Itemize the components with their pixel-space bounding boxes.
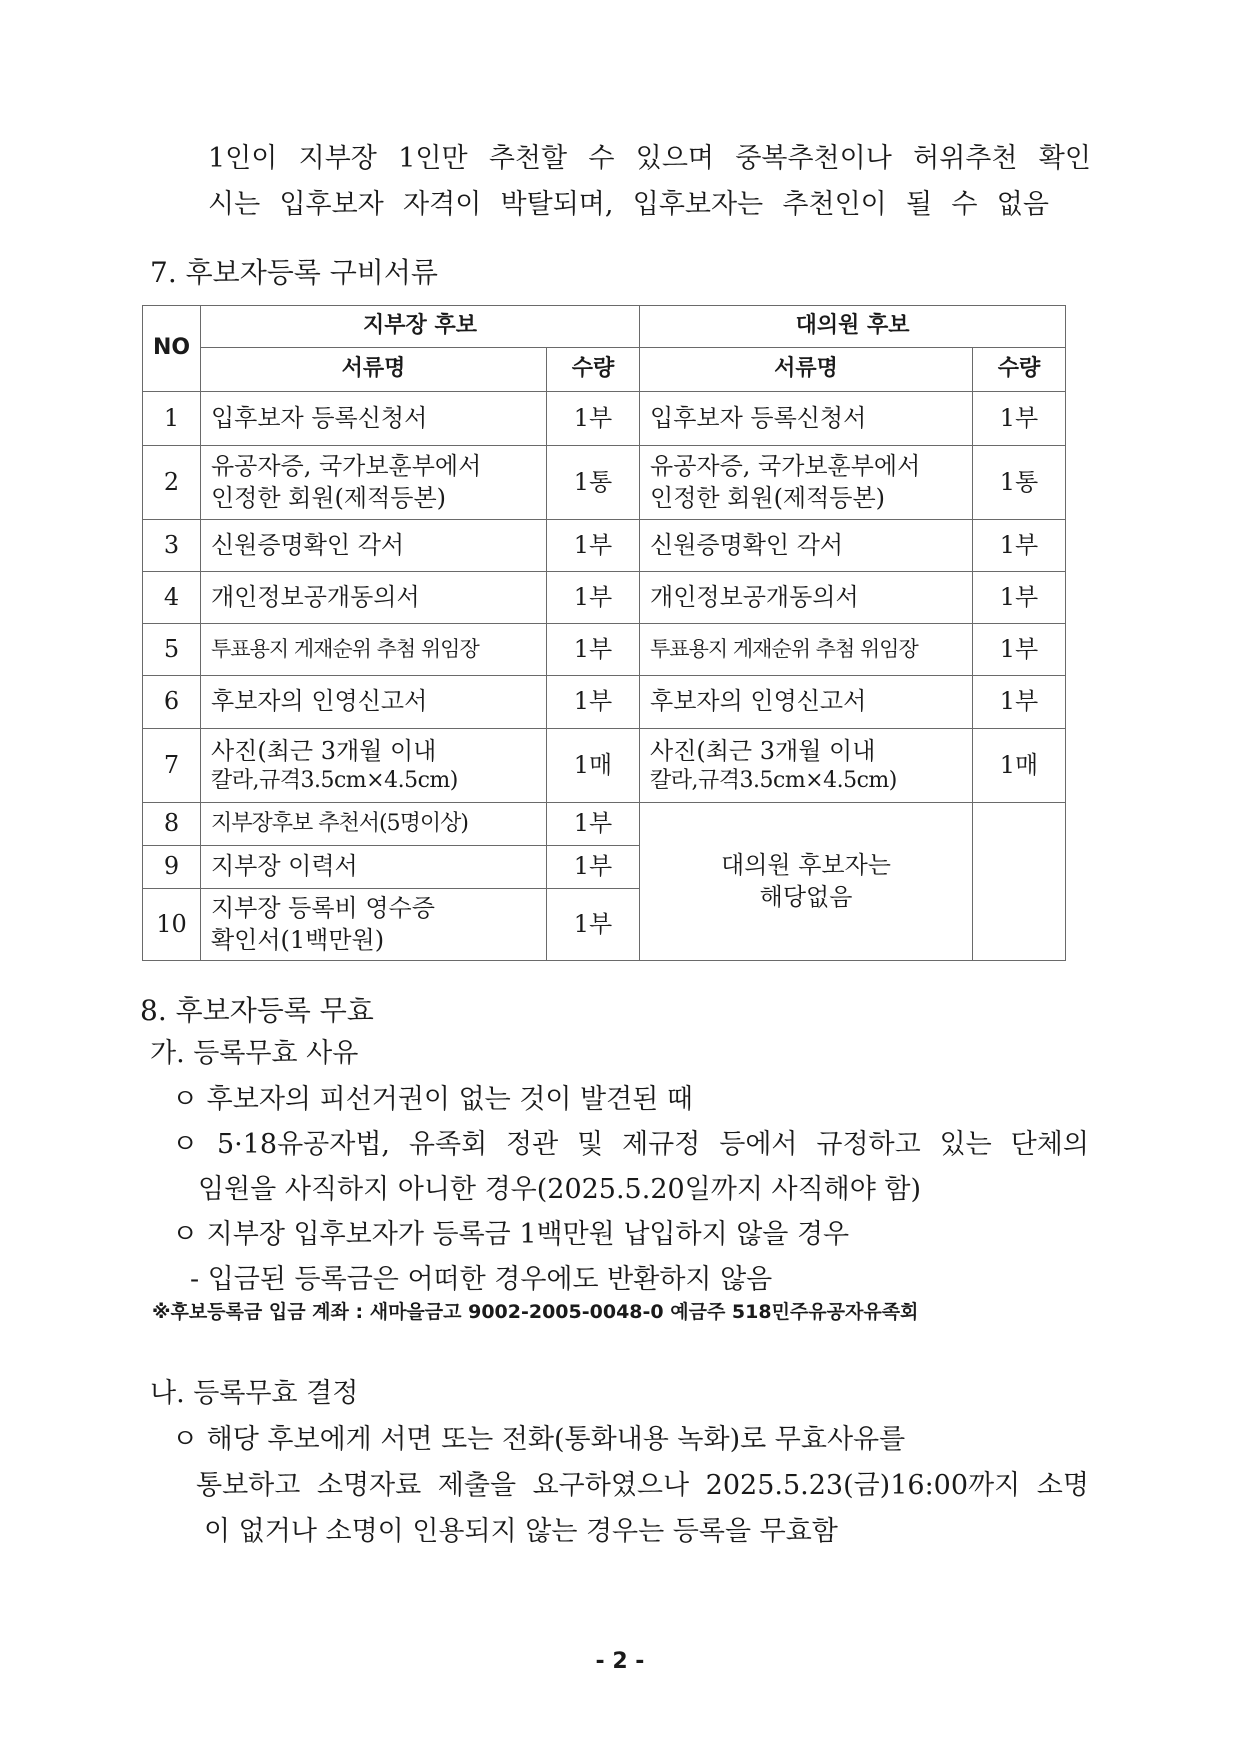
branch-doc: 지부장후보 추천서(5명이상) <box>201 803 547 846</box>
word: 중복추천이나 <box>735 143 892 174</box>
word: 지부장 <box>298 143 377 174</box>
word: 시는 <box>208 189 261 220</box>
delegate-doc: 후보자의 인영신고서 <box>640 676 973 729</box>
branch-doc-header: 서류명 <box>201 348 547 392</box>
delegate-qty: 1매 <box>973 729 1066 803</box>
branch-doc: 지부장 이력서 <box>201 846 547 889</box>
word: 있으며 <box>635 143 715 174</box>
word: 제출을 <box>437 1470 517 1501</box>
branch-doc <box>201 889 547 961</box>
invalid-decision-line-2 <box>196 1470 1089 1502</box>
delegate-qty: 1부 <box>973 676 1066 729</box>
branch-qty: 1부 <box>547 624 640 676</box>
word: 소명자료 <box>316 1470 422 1501</box>
word: 입후보자 <box>279 189 384 220</box>
word: 수 <box>951 189 978 220</box>
section-7-title: 7. 후보자등록 구비서류 <box>150 256 438 289</box>
table-row <box>143 729 1066 803</box>
branch-doc-line-1: 유공자증, 국가보훈부에서 <box>211 452 482 481</box>
branch-doc-line-2: 칼라,규격3.5cm×4.5cm) <box>211 767 458 793</box>
branch-qty: 1부 <box>547 803 640 846</box>
branch-doc-line-1: 사진(최근 3개월 이내 <box>211 736 437 765</box>
branch-group-header: 지부장 후보 <box>201 306 640 348</box>
row-no: 5 <box>143 624 201 676</box>
row-no: 10 <box>143 889 201 961</box>
branch-doc: 후보자의 인영신고서 <box>201 676 547 729</box>
delegate-doc: 신원증명확인 각서 <box>640 520 973 572</box>
row-no: 6 <box>143 676 201 729</box>
word: 추천할 <box>488 143 568 174</box>
word: 정관 <box>506 1129 559 1160</box>
word: 등에서 <box>719 1129 798 1160</box>
table-row <box>143 572 1066 624</box>
word: 2025.5.23(금)16:00까지 <box>705 1470 1021 1501</box>
delegate-qty: 1통 <box>973 446 1066 520</box>
word: 제규정 <box>622 1129 701 1160</box>
row-no: 9 <box>143 846 201 889</box>
row-no: 3 <box>143 520 201 572</box>
section-8-ga: 가. 등록무효 사유 <box>150 1038 359 1069</box>
delegate-not-applicable <box>640 803 973 961</box>
word: 1인만 <box>398 143 468 174</box>
invalid-reason-3-sub: - 입금된 등록금은 어떠한 경우에도 반환하지 않음 <box>190 1264 773 1295</box>
branch-qty: 1부 <box>547 889 640 961</box>
not-applicable-line-1: 대의원 후보자는 <box>721 851 891 880</box>
branch-qty: 1매 <box>547 729 640 803</box>
word: 허위추천 <box>913 143 1018 174</box>
word: 1인이 <box>208 143 278 174</box>
branch-qty: 1부 <box>547 392 640 446</box>
delegate-doc <box>640 446 973 520</box>
word: 및 <box>577 1129 604 1160</box>
word: 통보하고 <box>196 1470 301 1501</box>
delegate-qty: 1부 <box>973 572 1066 624</box>
word: 자격이 <box>403 189 482 220</box>
branch-doc: 입후보자 등록신청서 <box>201 392 547 446</box>
delegate-group-header: 대의원 후보 <box>640 306 1066 348</box>
branch-qty: 1부 <box>547 572 640 624</box>
branch-doc <box>201 729 547 803</box>
word: 입후보자는 <box>632 189 764 220</box>
word: 소명 <box>1036 1470 1089 1501</box>
no-header: NO <box>143 306 201 392</box>
row-no: 2 <box>143 446 201 520</box>
table-row <box>143 392 1066 446</box>
documents-table <box>142 305 1066 961</box>
table-row <box>143 624 1066 676</box>
branch-doc-line-1: 지부장 등록비 영수증 <box>211 894 435 923</box>
delegate-qty: 1부 <box>973 392 1066 446</box>
table-row <box>143 803 1066 846</box>
word: 요구하였으나 <box>532 1470 690 1501</box>
delegate-doc-line-2: 칼라,규격3.5cm×4.5cm) <box>650 767 897 793</box>
invalid-reason-3: ㅇ 지부장 입후보자가 등록금 1백만원 납입하지 않을 경우 <box>172 1219 850 1250</box>
word: 유족회 <box>408 1129 488 1160</box>
word: 있는 <box>939 1129 992 1160</box>
delegate-doc-line-1: 사진(최근 3개월 이내 <box>650 736 876 765</box>
branch-doc-line-2: 확인서(1백만원) <box>211 925 385 954</box>
branch-qty-header: 수량 <box>547 348 640 392</box>
deposit-account-note: ※후보등록금 입금 계좌 : 새마을금고 9002-2005-0048-0 예금주 518민주유공자유족회 <box>152 1301 919 1323</box>
word: 수 <box>588 143 615 174</box>
delegate-doc-header: 서류명 <box>640 348 973 392</box>
row-no: 8 <box>143 803 201 846</box>
section-8-title: 8. 후보자등록 무효 <box>140 994 374 1027</box>
delegate-qty: 1부 <box>973 520 1066 572</box>
delegate-doc: 투표용지 게재순위 추첨 위임장 <box>640 624 973 676</box>
branch-qty: 1부 <box>547 520 640 572</box>
invalid-decision-line-1: ㅇ 해당 후보에게 서면 또는 전화(통화내용 녹화)로 무효사유를 <box>172 1424 906 1455</box>
word: 확인 <box>1038 143 1091 174</box>
row-no: 4 <box>143 572 201 624</box>
branch-qty: 1통 <box>547 446 640 520</box>
invalid-decision-line-3: 이 없거나 소명이 인용되지 않는 경우는 등록을 무효함 <box>204 1516 838 1547</box>
word: 추천인이 <box>782 189 887 220</box>
not-applicable-line-2: 해당없음 <box>759 882 853 911</box>
table-row <box>143 520 1066 572</box>
delegate-doc <box>640 729 973 803</box>
word: 없음 <box>996 189 1049 220</box>
page-number: - 2 - <box>595 1649 645 1674</box>
word: 단체의 <box>1010 1129 1089 1160</box>
table-row <box>143 446 1066 520</box>
word: 규정하고 <box>816 1129 921 1160</box>
word: 박탈되며, <box>500 189 614 220</box>
section-8-na: 나. 등록무효 결정 <box>150 1378 359 1409</box>
table-row <box>143 676 1066 729</box>
delegate-qty: 1부 <box>973 624 1066 676</box>
invalid-reason-1: ㅇ 후보자의 피선거권이 없는 것이 발견된 때 <box>172 1084 693 1115</box>
invalid-reason-2-line-2: 임원을 사직하지 아니한 경우(2025.5.20일까지 사직해야 함) <box>198 1174 922 1205</box>
branch-qty: 1부 <box>547 676 640 729</box>
word: 될 <box>906 189 933 220</box>
intro-line-1 <box>208 143 1091 175</box>
delegate-doc-line-2: 인정한 회원(제적등본) <box>650 483 886 512</box>
word: 5·18유공자법, <box>216 1129 391 1160</box>
branch-qty: 1부 <box>547 846 640 889</box>
delegate-doc: 입후보자 등록신청서 <box>640 392 973 446</box>
delegate-qty-header: 수량 <box>973 348 1066 392</box>
delegate-qty-empty <box>973 803 1066 961</box>
branch-doc: 투표용지 게재순위 추첨 위임장 <box>201 624 547 676</box>
branch-doc-line-2: 인정한 회원(제적등본) <box>211 483 447 512</box>
delegate-doc: 개인정보공개동의서 <box>640 572 973 624</box>
branch-doc: 개인정보공개동의서 <box>201 572 547 624</box>
row-no: 7 <box>143 729 201 803</box>
branch-doc <box>201 446 547 520</box>
invalid-reason-2-line-1 <box>172 1129 1089 1161</box>
word: ㅇ <box>172 1129 199 1160</box>
intro-line-2 <box>208 189 1049 221</box>
branch-doc: 신원증명확인 각서 <box>201 520 547 572</box>
row-no: 1 <box>143 392 201 446</box>
delegate-doc-line-1: 유공자증, 국가보훈부에서 <box>650 452 921 481</box>
